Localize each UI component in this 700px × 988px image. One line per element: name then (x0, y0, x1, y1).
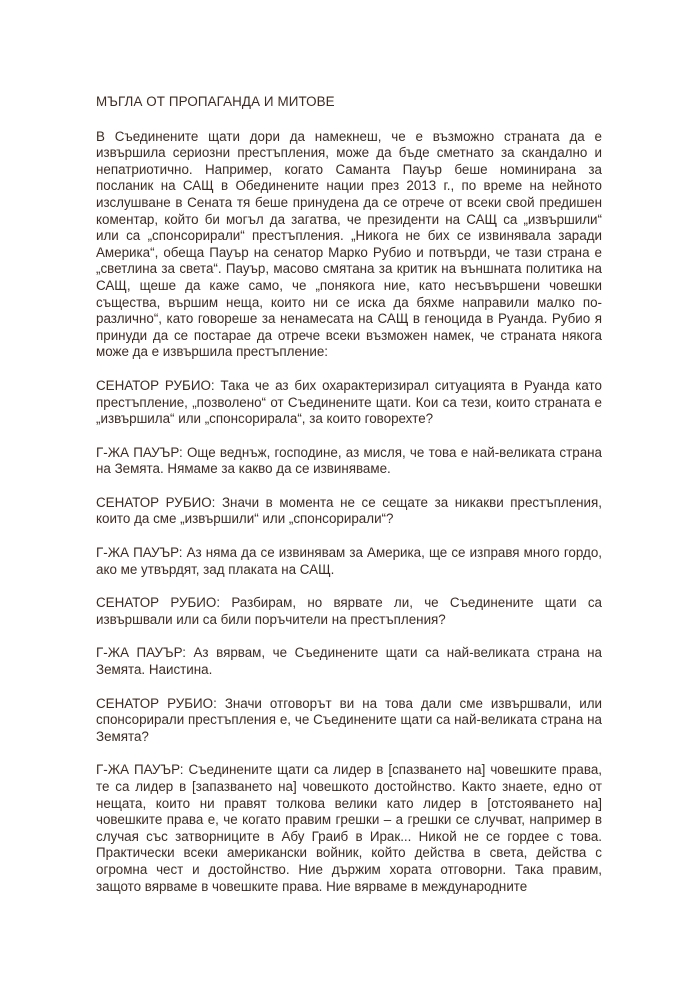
paragraph-rubio-2: СЕНАТОР РУБИО: Значи в момента не се сещате за никакви престъпления, които да сме „извършили“ или „спонсорирали“? (96, 494, 602, 527)
paragraph-rubio-4: СЕНАТОР РУБИО: Значи отговорът ви на това дали сме извършвали, или спонсорирали престъпления е, че Съединените щати са най-великата страна на Земята? (96, 695, 602, 744)
document-title: МЪГЛА ОТ ПРОПАГАНДА И МИТОВЕ (96, 94, 335, 109)
paragraph-power-4: Г-ЖА ПАУЪР: Съединените щати са лидер в [спазването на] човешките права, те са лидер в [запазването на] човешкото достойнство. Както знаете, едно от нещата, които ни правят толкова велики като лидер в [отстояването на] човешките права е, че когато правим грешки – а грешки се случват, например в случая със затворниците в Абу Граиб в Ирак... Никой не се гордее с това. Практически всеки американски войник, който действа в света, действа с огромна чест и достойнство. Ние държим хората отговорни. Така правим, защото вярваме в човешките права. Ние вярваме в международните (96, 762, 602, 894)
paragraph-power-2: Г-ЖА ПАУЪР: Аз няма да се извинявам за Америка, ще се изправя много гордо, ако ме утвърдят, зад плаката на САЩ. (96, 545, 602, 577)
paragraph-intro: В Съединените щати дори да намекнеш, че е възможно страната да е извършила сериозни престъпления, може да бъде сметнато за скандално и непатриотично. Например, когато Саманта Пауър беше номинирана за посланик на САЩ в Обединените нации през 2013 г., по време на нейното изслушване в Сената тя беше принудена да се отрече от всеки свой предишен коментар, който би могъл да загатва, че президенти на САЩ са „извършили“ или са „спонсорирали“ престъпления. „Никога не бих се извинявала заради Америка“, обеща Пауър на сенатор Марко Рубио и потвърди, че тази страна е „светлина за света“. Пауър, масово смятана за критик на външната политика на САЩ, щеше да каже само, че „понякога ние, като несъвършени човешки същества, вършим неща, които ни се иска да бяхме направили малко по-различно“, като говореше за ненамесата на САЩ в геноцида в Руанда. Рубио я принуди да се постарае да отрече всеки възможен намек, че страната някога може да е извършила престъпление: (96, 128, 602, 360)
paragraph-power-1: Г-ЖА ПАУЪР: Още веднъж, господине, аз мисля, че това е най-великата страна на Земята. Нямаме за какво да се извиняваме. (96, 444, 602, 477)
paragraph-rubio-1: СЕНАТОР РУБИО: Така че аз бих охарактеризирал ситуацията в Руанда като престъпление, „позволено“ от Съединените щати. Кои са тези, които страната е „извършила“ или „спонсорирала“, за които говорехте? (96, 377, 602, 427)
paragraph-power-3: Г-ЖА ПАУЪР: Аз вярвам, че Съединените щати са най-великата страна на Земята. Наистина. (96, 645, 602, 678)
paragraph-rubio-3: СЕНАТОР РУБИО: Разбирам, но вярвате ли, че Съединените щати са извършвали или са били поръчители на престъпления? (96, 595, 602, 627)
document-body (96, 94, 602, 912)
